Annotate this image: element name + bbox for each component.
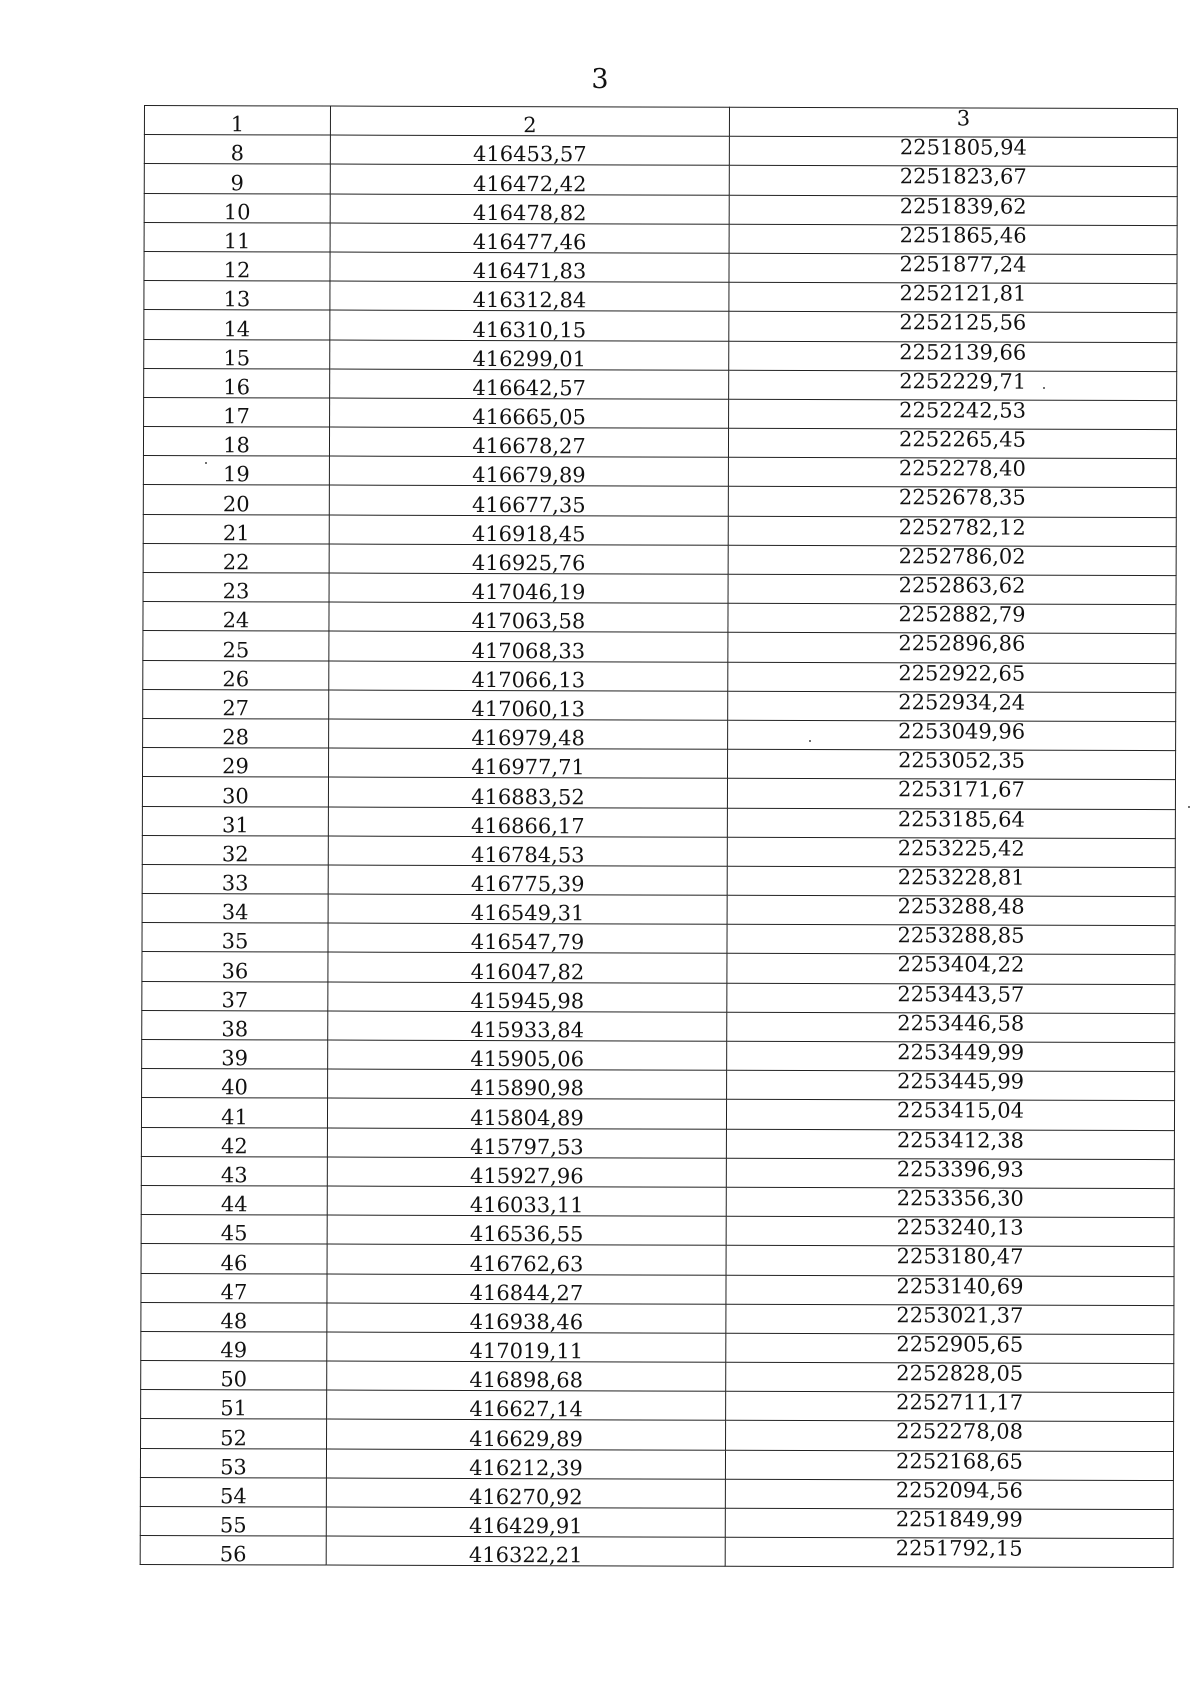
table-row — [141, 1127, 1174, 1159]
coordinate-y-cell: 2253449,99 — [727, 1041, 1175, 1072]
coordinate-y-cell: 2252934,24 — [728, 691, 1176, 722]
coordinate-x-cell: 416547,79 — [328, 923, 727, 953]
table-row — [143, 660, 1176, 692]
row-number-cell: 21 — [143, 514, 329, 544]
coordinate-y-cell: 2251877,24 — [729, 253, 1177, 284]
row-number-cell: 23 — [143, 572, 329, 602]
row-number-cell: 51 — [141, 1390, 327, 1420]
coordinate-x-cell: 416762,63 — [327, 1244, 726, 1274]
coordinate-y-cell: 2252265,45 — [728, 428, 1176, 459]
row-number-cell: 14 — [144, 310, 330, 340]
coordinate-x-cell: 416642,57 — [330, 369, 729, 399]
coordinate-x-cell: 416775,39 — [328, 865, 727, 895]
coordinate-x-cell: 416477,46 — [330, 223, 729, 253]
table-row — [144, 251, 1177, 283]
coordinate-y-cell: 2253180,47 — [726, 1246, 1174, 1277]
coordinate-x-cell: 415927,96 — [327, 1157, 726, 1187]
table-row — [141, 1215, 1174, 1247]
coordinate-x-cell: 416679,89 — [329, 456, 728, 486]
coordinate-y-cell: 2253445,99 — [727, 1070, 1175, 1101]
row-number-cell: 17 — [144, 397, 330, 427]
table-row — [143, 631, 1176, 663]
row-number-cell: 47 — [141, 1273, 327, 1303]
table-row — [143, 572, 1176, 604]
coordinate-x-cell: 416471,83 — [330, 252, 729, 282]
coordinate-x-cell: 415890,98 — [328, 1069, 727, 1099]
coordinate-x-cell: 416629,89 — [327, 1419, 726, 1449]
table-row — [143, 602, 1176, 634]
coordinate-y-cell: 2253412,38 — [726, 1129, 1174, 1160]
coordinate-x-cell: 416047,82 — [328, 952, 727, 982]
table-row — [143, 543, 1176, 575]
coordinate-x-cell: 415933,84 — [328, 1011, 727, 1041]
coordinate-y-cell: 2252278,08 — [726, 1421, 1174, 1452]
coordinate-x-cell: 416536,55 — [327, 1215, 726, 1245]
coordinate-y-cell: 2252863,62 — [728, 574, 1176, 605]
table-row — [144, 135, 1177, 167]
coordinate-x-cell: 417063,58 — [329, 602, 728, 632]
coordinate-y-cell: 2252882,79 — [728, 603, 1176, 634]
row-number-cell: 12 — [144, 251, 330, 281]
coordinate-y-cell: 2252125,56 — [729, 312, 1177, 343]
coordinate-x-cell: 416677,35 — [329, 485, 728, 515]
row-number-cell: 39 — [142, 1039, 328, 1069]
coordinate-y-cell: 2252168,65 — [725, 1450, 1173, 1481]
coordinate-x-cell: 416938,46 — [327, 1303, 726, 1333]
coordinate-x-cell: 416270,92 — [326, 1478, 725, 1508]
coordinate-y-cell: 2252922,65 — [728, 662, 1176, 693]
coordinate-x-cell: 417046,19 — [329, 573, 728, 603]
coordinate-y-cell: 2251839,62 — [729, 195, 1177, 226]
table-row — [143, 456, 1176, 488]
scan-speck — [1043, 387, 1045, 389]
table-row — [141, 1273, 1174, 1305]
coordinate-y-cell: 2252121,81 — [729, 282, 1177, 313]
table-row — [141, 1302, 1174, 1334]
coordinate-x-cell: 416322,21 — [326, 1536, 725, 1566]
row-number-cell: 31 — [142, 806, 328, 836]
table-row — [141, 1331, 1174, 1363]
coordinate-y-cell: 2253240,13 — [726, 1216, 1174, 1247]
scan-speck — [205, 462, 207, 464]
table-header — [144, 106, 1177, 138]
coordinate-x-cell: 416429,91 — [326, 1507, 725, 1537]
row-number-cell: 33 — [142, 864, 328, 894]
row-number-cell: 48 — [141, 1302, 327, 1332]
table-row — [144, 164, 1177, 196]
coordinate-y-cell: 2252139,66 — [729, 341, 1177, 372]
coordinate-y-cell: 2253049,96 — [728, 720, 1176, 751]
row-number-cell: 16 — [144, 368, 330, 398]
coordinate-y-cell: 2253052,35 — [728, 749, 1176, 780]
row-number-cell: 24 — [143, 602, 329, 632]
row-number-cell: 8 — [144, 135, 330, 165]
coordinate-x-cell: 416665,05 — [330, 398, 729, 428]
table-row — [142, 1069, 1175, 1101]
row-number-cell: 54 — [140, 1477, 326, 1507]
coordinate-y-cell: 2253356,30 — [726, 1187, 1174, 1218]
coordinate-y-cell: 2253415,04 — [726, 1100, 1174, 1131]
table-row — [141, 1244, 1174, 1276]
coordinate-x-cell: 416472,42 — [330, 164, 729, 194]
coordinate-y-cell: 2251792,15 — [725, 1537, 1173, 1568]
coordinate-x-cell: 416883,52 — [328, 777, 727, 807]
coordinate-y-cell: 2251805,94 — [729, 136, 1177, 167]
row-number-cell: 25 — [143, 631, 329, 661]
row-number-cell: 19 — [143, 456, 329, 486]
coordinate-x-cell: 415804,89 — [327, 1098, 726, 1128]
row-number-cell: 29 — [143, 748, 329, 778]
table-row — [144, 281, 1177, 313]
coordinate-y-cell: 2253140,69 — [726, 1275, 1174, 1306]
table-row — [141, 1156, 1174, 1188]
coordinate-x-cell: 416925,76 — [329, 544, 728, 574]
coordinate-x-cell: 416784,53 — [328, 836, 727, 866]
row-number-cell: 37 — [142, 981, 328, 1011]
coordinate-y-cell: 2251849,99 — [725, 1508, 1173, 1539]
table-row — [142, 894, 1175, 926]
coordinate-x-cell: 415905,06 — [328, 1040, 727, 1070]
coordinate-y-cell: 2253021,37 — [726, 1304, 1174, 1335]
table-row — [143, 689, 1176, 721]
coordinate-y-cell: 2251823,67 — [729, 166, 1177, 197]
table-row — [142, 981, 1175, 1013]
row-number-cell: 45 — [141, 1215, 327, 1245]
table-row — [141, 1419, 1174, 1451]
coordinate-y-cell: 2253288,85 — [727, 924, 1175, 955]
scan-speck — [1188, 806, 1190, 808]
coordinate-y-cell: 2253228,81 — [727, 866, 1175, 897]
coordinate-y-cell: 2252905,65 — [726, 1333, 1174, 1364]
row-number-cell: 52 — [141, 1419, 327, 1449]
table-row — [141, 1098, 1174, 1130]
column-header-3: 3 — [729, 107, 1177, 138]
coordinate-y-cell: 2252242,53 — [729, 399, 1177, 430]
row-number-cell: 34 — [142, 894, 328, 924]
coordinate-y-cell: 2252896,86 — [728, 633, 1176, 664]
table-row — [144, 368, 1177, 400]
coordinate-x-cell: 416627,14 — [327, 1390, 726, 1420]
row-number-cell: 26 — [143, 660, 329, 690]
row-number-cell: 9 — [144, 164, 330, 194]
coordinate-y-cell: 2253185,64 — [727, 808, 1175, 839]
row-number-cell: 40 — [142, 1069, 328, 1099]
table-row — [142, 952, 1175, 984]
table-row — [140, 1536, 1173, 1568]
table-row — [144, 339, 1177, 371]
coordinate-y-cell: 2253171,67 — [727, 779, 1175, 810]
table-row — [141, 1185, 1174, 1217]
coordinate-x-cell: 416918,45 — [329, 515, 728, 545]
row-number-cell: 56 — [140, 1536, 326, 1566]
coordinate-x-cell: 416898,68 — [327, 1361, 726, 1391]
row-number-cell: 13 — [144, 281, 330, 311]
table-row — [143, 514, 1176, 546]
coordinate-y-cell: 2253396,93 — [726, 1158, 1174, 1189]
row-number-cell: 43 — [141, 1156, 327, 1186]
coordinate-y-cell: 2252711,17 — [726, 1391, 1174, 1422]
coordinate-x-cell: 416866,17 — [328, 807, 727, 837]
coordinate-x-cell: 416312,84 — [330, 281, 729, 311]
coordinate-x-cell: 416299,01 — [330, 340, 729, 370]
table-row — [142, 864, 1175, 896]
coordinate-y-cell: 2253404,22 — [727, 954, 1175, 985]
table-row — [144, 222, 1177, 254]
table-row — [140, 1448, 1173, 1480]
coordinate-x-cell: 415945,98 — [328, 982, 727, 1012]
coordinate-x-cell: 416478,82 — [330, 194, 729, 224]
row-number-cell: 20 — [143, 485, 329, 515]
column-header-1: 1 — [144, 106, 330, 136]
page-number: 3 — [591, 64, 609, 95]
row-number-cell: 44 — [141, 1185, 327, 1215]
table-row — [142, 1010, 1175, 1042]
table-row — [143, 485, 1176, 517]
row-number-cell: 46 — [141, 1244, 327, 1274]
table-header-row — [144, 106, 1177, 138]
coordinate-y-cell: 2253443,57 — [727, 983, 1175, 1014]
table-row — [141, 1361, 1174, 1393]
coordinate-y-cell: 2252229,71 — [729, 370, 1177, 401]
table-row — [143, 427, 1176, 459]
coordinate-x-cell: 417019,11 — [327, 1332, 726, 1362]
coordinate-y-cell: 2251865,46 — [729, 224, 1177, 255]
coordinate-y-cell: 2253288,48 — [727, 895, 1175, 926]
row-number-cell: 50 — [141, 1361, 327, 1391]
table-row — [142, 923, 1175, 955]
coordinate-x-cell: 415797,53 — [327, 1128, 726, 1158]
table-row — [142, 777, 1175, 809]
row-number-cell: 10 — [144, 193, 330, 223]
row-number-cell: 18 — [143, 427, 329, 457]
row-number-cell: 36 — [142, 952, 328, 982]
table-row — [140, 1506, 1173, 1538]
table-row — [143, 718, 1176, 750]
table-row — [142, 1039, 1175, 1071]
row-number-cell: 49 — [141, 1331, 327, 1361]
table-row — [141, 1390, 1174, 1422]
table-row — [144, 397, 1177, 429]
row-number-cell: 41 — [141, 1098, 327, 1128]
row-number-cell: 53 — [140, 1448, 326, 1478]
coordinate-x-cell: 416453,57 — [330, 135, 729, 165]
row-number-cell: 42 — [141, 1127, 327, 1157]
coordinate-y-cell: 2252828,05 — [726, 1362, 1174, 1393]
row-number-cell: 27 — [143, 689, 329, 719]
row-number-cell: 35 — [142, 923, 328, 953]
row-number-cell: 28 — [143, 718, 329, 748]
table-body — [140, 135, 1177, 1568]
coordinate-x-cell: 416979,48 — [329, 719, 728, 749]
coordinate-x-cell: 416310,15 — [330, 310, 729, 340]
row-number-cell: 55 — [140, 1506, 326, 1536]
coordinate-x-cell: 416844,27 — [327, 1274, 726, 1304]
coordinate-x-cell: 416212,39 — [326, 1449, 725, 1479]
coordinate-x-cell: 416678,27 — [329, 427, 728, 457]
row-number-cell: 30 — [142, 777, 328, 807]
coordinate-y-cell: 2252094,56 — [725, 1479, 1173, 1510]
row-number-cell: 38 — [142, 1010, 328, 1040]
coordinate-y-cell: 2252786,02 — [728, 545, 1176, 576]
scan-speck — [809, 740, 811, 742]
coordinate-y-cell: 2252278,40 — [728, 457, 1176, 488]
row-number-cell: 11 — [144, 222, 330, 252]
table-row — [144, 193, 1177, 225]
table-row — [142, 806, 1175, 838]
column-header-2: 2 — [330, 106, 729, 136]
coordinates-table — [140, 105, 1178, 1568]
row-number-cell: 32 — [142, 835, 328, 865]
coordinate-x-cell: 416977,71 — [329, 748, 728, 778]
coordinate-x-cell: 417060,13 — [329, 690, 728, 720]
coordinate-x-cell: 417068,33 — [329, 631, 728, 661]
coordinate-y-cell: 2252678,35 — [728, 487, 1176, 518]
coordinate-y-cell: 2252782,12 — [728, 516, 1176, 547]
coordinate-y-cell: 2253446,58 — [727, 1012, 1175, 1043]
table-row — [140, 1477, 1173, 1509]
table-row — [144, 310, 1177, 342]
coordinate-x-cell: 416033,11 — [327, 1186, 726, 1216]
coordinate-x-cell: 416549,31 — [328, 894, 727, 924]
coordinate-x-cell: 417066,13 — [329, 661, 728, 691]
table-row — [143, 748, 1176, 780]
coordinate-y-cell: 2253225,42 — [727, 837, 1175, 868]
table-row — [142, 835, 1175, 867]
row-number-cell: 22 — [143, 543, 329, 573]
row-number-cell: 15 — [144, 339, 330, 369]
